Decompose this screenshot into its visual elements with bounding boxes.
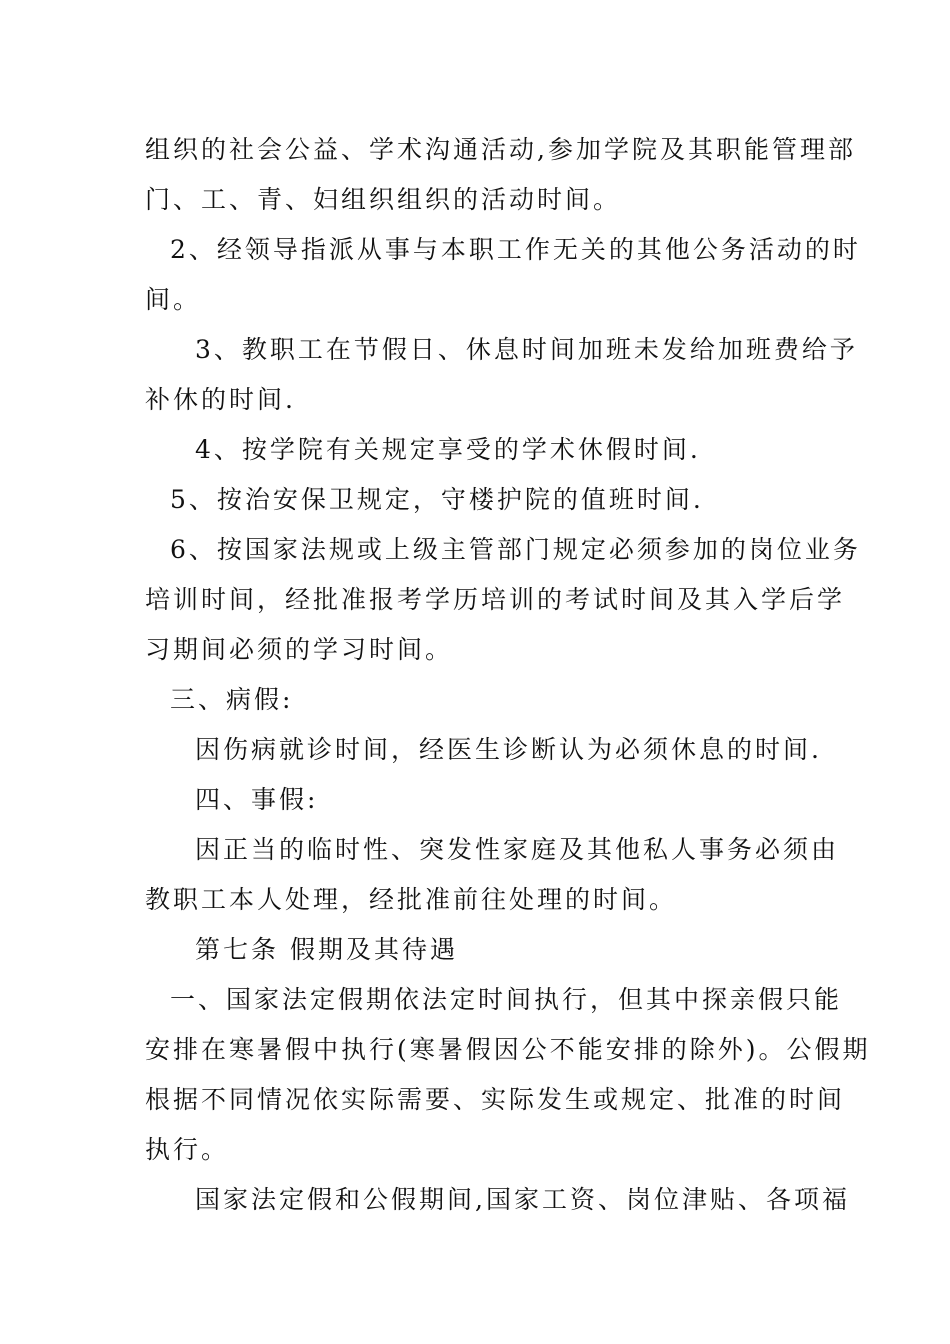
text-line: 根据不同情况依实际需要、实际发生或规定、批准的时间 [145,1085,846,1114]
text-line: 因伤病就诊时间，经医生诊断认为必须休息的时间. [195,735,822,764]
text-line: 门、工、青、妇组织组织的活动时间。 [145,185,622,214]
text-line: 2、经领导指派从事与本职工作无关的其他公务活动的时 [170,235,861,264]
text-line: 5、按治安保卫规定，守楼护院的值班时间. [170,485,704,514]
section-heading: 三、病假: [170,685,294,714]
text-line: 一、国家法定假期依法定时间执行，但其中探亲假只能 [170,985,843,1014]
text-line: 执行。 [145,1135,230,1164]
text-line: 组织的社会公益、学术沟通活动,参加学院及其职能管理部 [145,135,856,164]
text-line: 因正当的临时性、突发性家庭及其他私人事务必须由 [195,835,840,864]
text-line: 6、按国家法规或上级主管部门规定必须参加的岗位业务 [170,535,861,564]
section-heading: 四、事假: [195,785,319,814]
text-line: 国家法定假和公假期间,国家工资、岗位津贴、各项福 [195,1185,850,1214]
text-line: 4、按学院有关规定享受的学术休假时间. [195,435,701,464]
text-line: 培训时间，经批准报考学历培训的考试时间及其入学后学 [145,585,846,614]
text-line: 习期间必须的学习时间。 [145,635,454,664]
text-line: 3、教职工在节假日、休息时间加班未发给加班费给予 [195,335,858,364]
text-line: 安排在寒暑假中执行(寒暑假因公不能安排的除外)。公假期 [145,1035,871,1064]
article-heading: 第七条 假期及其待遇 [195,935,458,964]
text-line: 补休的时间. [145,385,296,414]
text-line: 教职工本人处理，经批准前往处理的时间。 [145,885,678,914]
text-line: 间。 [145,285,202,314]
